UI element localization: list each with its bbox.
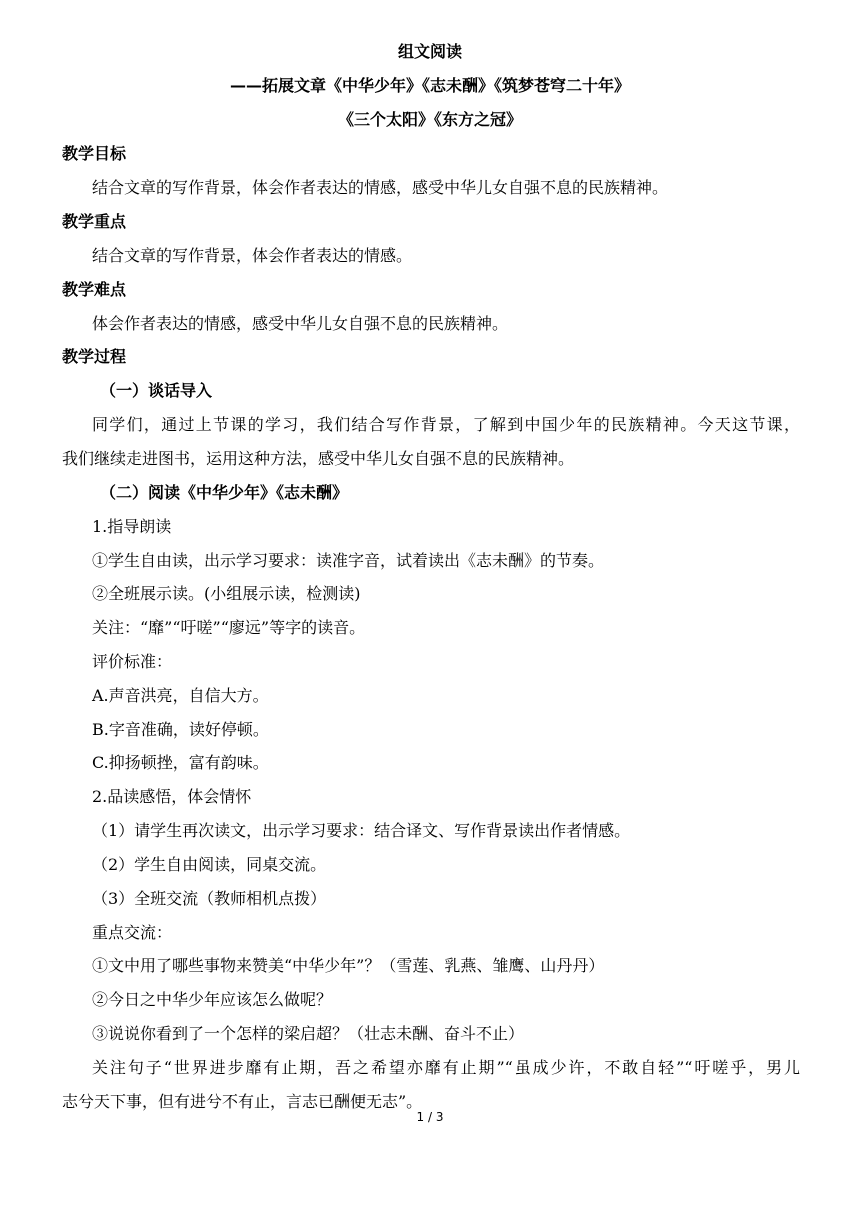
objectives-heading: 教学目标 xyxy=(62,144,127,163)
section1-paragraph-line1: 同学们，通过上节课的学习，我们结合写作背景，了解到中国少年的民族精神。今天这节课， xyxy=(92,415,800,434)
page-number: 1 / 3 xyxy=(416,1110,444,1124)
list-item: A.声音洪亮，自信大方。 xyxy=(92,686,269,705)
difficulties-heading: 教学难点 xyxy=(62,280,127,299)
list-item: C.抑扬顿挫，富有韵味。 xyxy=(92,753,269,772)
list-item: 2.品读感悟，体会情怀 xyxy=(92,787,252,806)
list-item: （3）全班交流（教师相机点拨） xyxy=(92,889,327,908)
list-item: 评价标准： xyxy=(92,652,173,671)
list-item: ②全班展示读。(小组展示读，检测读) xyxy=(92,584,361,603)
process-heading: 教学过程 xyxy=(62,347,127,366)
list-item: ①学生自由读，出示学习要求：读准字音，试着读出《志未酬》的节奏。 xyxy=(92,551,605,570)
list-item: ③说说你看到了一个怎样的梁启超？（壮志未酬、奋斗不止） xyxy=(92,1024,525,1043)
list-item: 重点交流： xyxy=(92,923,173,942)
list-item: 关注：“靡”“吁嗟”“廖远”等字的读音。 xyxy=(92,618,366,637)
list-item: 1.指导朗读 xyxy=(92,517,172,536)
list-item: （1）请学生再次读文，出示学习要求：结合译文、写作背景读出作者情感。 xyxy=(92,821,631,840)
list-item: ②今日之中华少年应该怎么做呢？ xyxy=(92,990,333,1009)
section1-paragraph-line2: 我们继续走进图书，运用这种方法，感受中华儿女自强不息的民族精神。 xyxy=(62,449,575,468)
list-item: （2）学生自由阅读，同桌交流。 xyxy=(92,855,327,874)
difficulties-text: 体会作者表达的情感，感受中华儿女自强不息的民族精神。 xyxy=(92,314,509,333)
document-subtitle-line1: ——拓展文章《中华少年》《志未酬》《筑梦苍穹二十年》 xyxy=(229,76,630,95)
document-title: 组文阅读 xyxy=(397,42,462,61)
focus-sentences-line1: 关注句子“世界进步靡有止期，吾之希望亦靡有止期”“虽成少许，不敢自轻”“吁嗟乎，男儿 xyxy=(92,1058,800,1077)
list-item: B.字音准确，读好停顿。 xyxy=(92,720,269,739)
objectives-text: 结合文章的写作背景，体会作者表达的情感，感受中华儿女自强不息的民族精神。 xyxy=(92,178,669,197)
section2-heading: （二）阅读《中华少年》《志未酬》 xyxy=(100,483,349,502)
section1-heading: （一）谈话导入 xyxy=(100,381,213,400)
document-subtitle-line2: 《三个太阳》《东方之冠》 xyxy=(337,110,522,129)
list-item: ①文中用了哪些事物来赞美“中华少年”？（雪莲、乳燕、雏鹰、山丹丹） xyxy=(92,956,605,975)
focus-sentences-line2: 志兮天下事，但有进兮不有止，言志已酬便无志”。 xyxy=(62,1092,423,1111)
key-points-heading: 教学重点 xyxy=(62,212,127,231)
key-points-text: 结合文章的写作背景，体会作者表达的情感。 xyxy=(92,246,413,265)
